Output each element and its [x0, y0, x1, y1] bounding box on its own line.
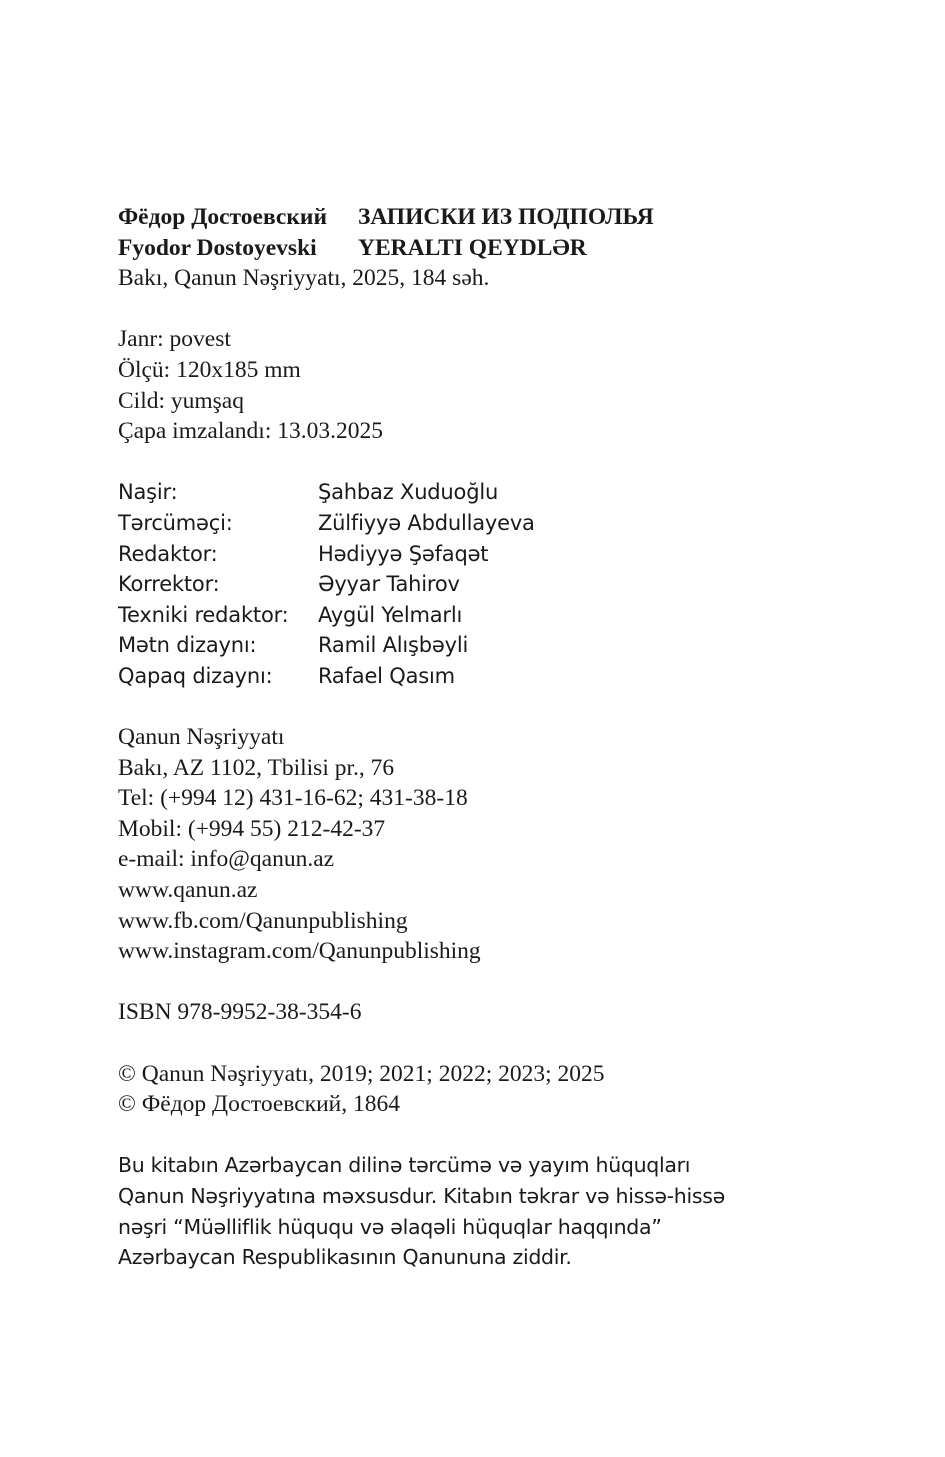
staff-row	[118, 600, 838, 631]
title-azerbaijani: YERALTI QEYDLƏR	[358, 234, 587, 261]
staff-role: Mətn dizaynı:	[118, 633, 257, 658]
staff-row	[118, 477, 838, 508]
staff-block	[118, 477, 838, 691]
spacer	[118, 294, 838, 325]
staff-name: Zülfiyyə Abdullayeva	[318, 510, 535, 535]
author-russian: Фёдор Достоевский	[118, 204, 327, 230]
staff-row	[118, 630, 838, 661]
copyright-page	[118, 202, 838, 1273]
spacer	[118, 692, 838, 723]
staff-role: Qapaq dizaynı:	[118, 663, 273, 688]
staff-name: Hədiyyə Şəfaqət	[318, 541, 489, 566]
staff-name: Şahbaz Xuduoğlu	[318, 480, 499, 505]
staff-name: Aygül Yelmarlı	[318, 602, 463, 627]
rights-line: Azərbaycan Respublikasının Qanununa ziddir.	[118, 1245, 572, 1270]
header-azerbaijani	[118, 233, 838, 264]
publisher-address: Bakı, AZ 1102, Tbilisi pr., 76	[118, 754, 395, 781]
spec-size: Ölçü: 120x185 mm	[118, 356, 301, 383]
publisher-facebook: www.fb.com/Qanunpublishing	[118, 907, 408, 934]
copyright-block	[118, 1059, 838, 1120]
staff-role: Tərcüməçi:	[118, 510, 233, 535]
imprint: Bakı, Qanun Nəşriyyatı, 2025, 184 səh.	[118, 265, 490, 292]
author-latin: Fyodor Dostoyevski	[118, 234, 317, 261]
spec-genre: Janr: povest	[118, 326, 231, 353]
staff-role: Texniki redaktor:	[118, 602, 289, 627]
rights-line: Bu kitabın Azərbaycan dilinə tərcümə və yayım hüquqları	[118, 1153, 691, 1178]
specs-block	[118, 324, 838, 446]
staff-role: Korrektor:	[118, 572, 220, 597]
staff-row	[118, 569, 838, 600]
spacer	[118, 447, 838, 478]
staff-row	[118, 661, 838, 692]
spacer	[118, 1028, 838, 1059]
spec-binding: Cild: yumşaq	[118, 387, 244, 414]
copyright-publisher: © Qanun Nəşriyyatı, 2019; 2021; 2022; 2023; 2025	[118, 1060, 605, 1087]
spec-print-date: Çapa imzalandı: 13.03.2025	[118, 418, 383, 445]
staff-row	[118, 539, 838, 570]
publisher-mobile: Mobil: (+994 55) 212-42-37	[118, 815, 386, 842]
publisher-phone: Tel: (+994 12) 431-16-62; 431-38-18	[118, 785, 468, 812]
isbn: ISBN 978-9952-38-354-6	[118, 999, 362, 1026]
rights-line: nəşri “Müəlliflik hüququ və əlaqəli hüquqlar haqqında”	[118, 1214, 662, 1239]
publisher-instagram: www.instagram.com/Qanunpublishing	[118, 938, 481, 965]
rights-line: Qanun Nəşriyyatına məxsusdur. Kitabın təkrar və hissə-hissə	[118, 1184, 725, 1208]
staff-role: Naşir:	[118, 480, 178, 505]
publisher-block	[118, 722, 838, 967]
staff-role: Redaktor:	[118, 541, 218, 566]
staff-row	[118, 508, 838, 539]
spacer	[118, 967, 838, 998]
publisher-email: e-mail: info@qanun.az	[118, 846, 335, 873]
copyright-author: © Фёдор Достоевский, 1864	[118, 1091, 400, 1118]
spacer	[118, 1120, 838, 1151]
header-russian	[118, 202, 838, 233]
staff-name: Əyyar Tahirov	[318, 572, 460, 597]
publisher-website: www.qanun.az	[118, 877, 258, 904]
staff-name: Ramil Alışbəyli	[318, 633, 469, 658]
staff-name: Rafael Qasım	[318, 663, 455, 688]
publisher-name: Qanun Nəşriyyatı	[118, 724, 285, 751]
rights-notice	[118, 1150, 838, 1272]
title-russian: ЗАПИСКИ ИЗ ПОДПОЛЬЯ	[358, 204, 654, 230]
